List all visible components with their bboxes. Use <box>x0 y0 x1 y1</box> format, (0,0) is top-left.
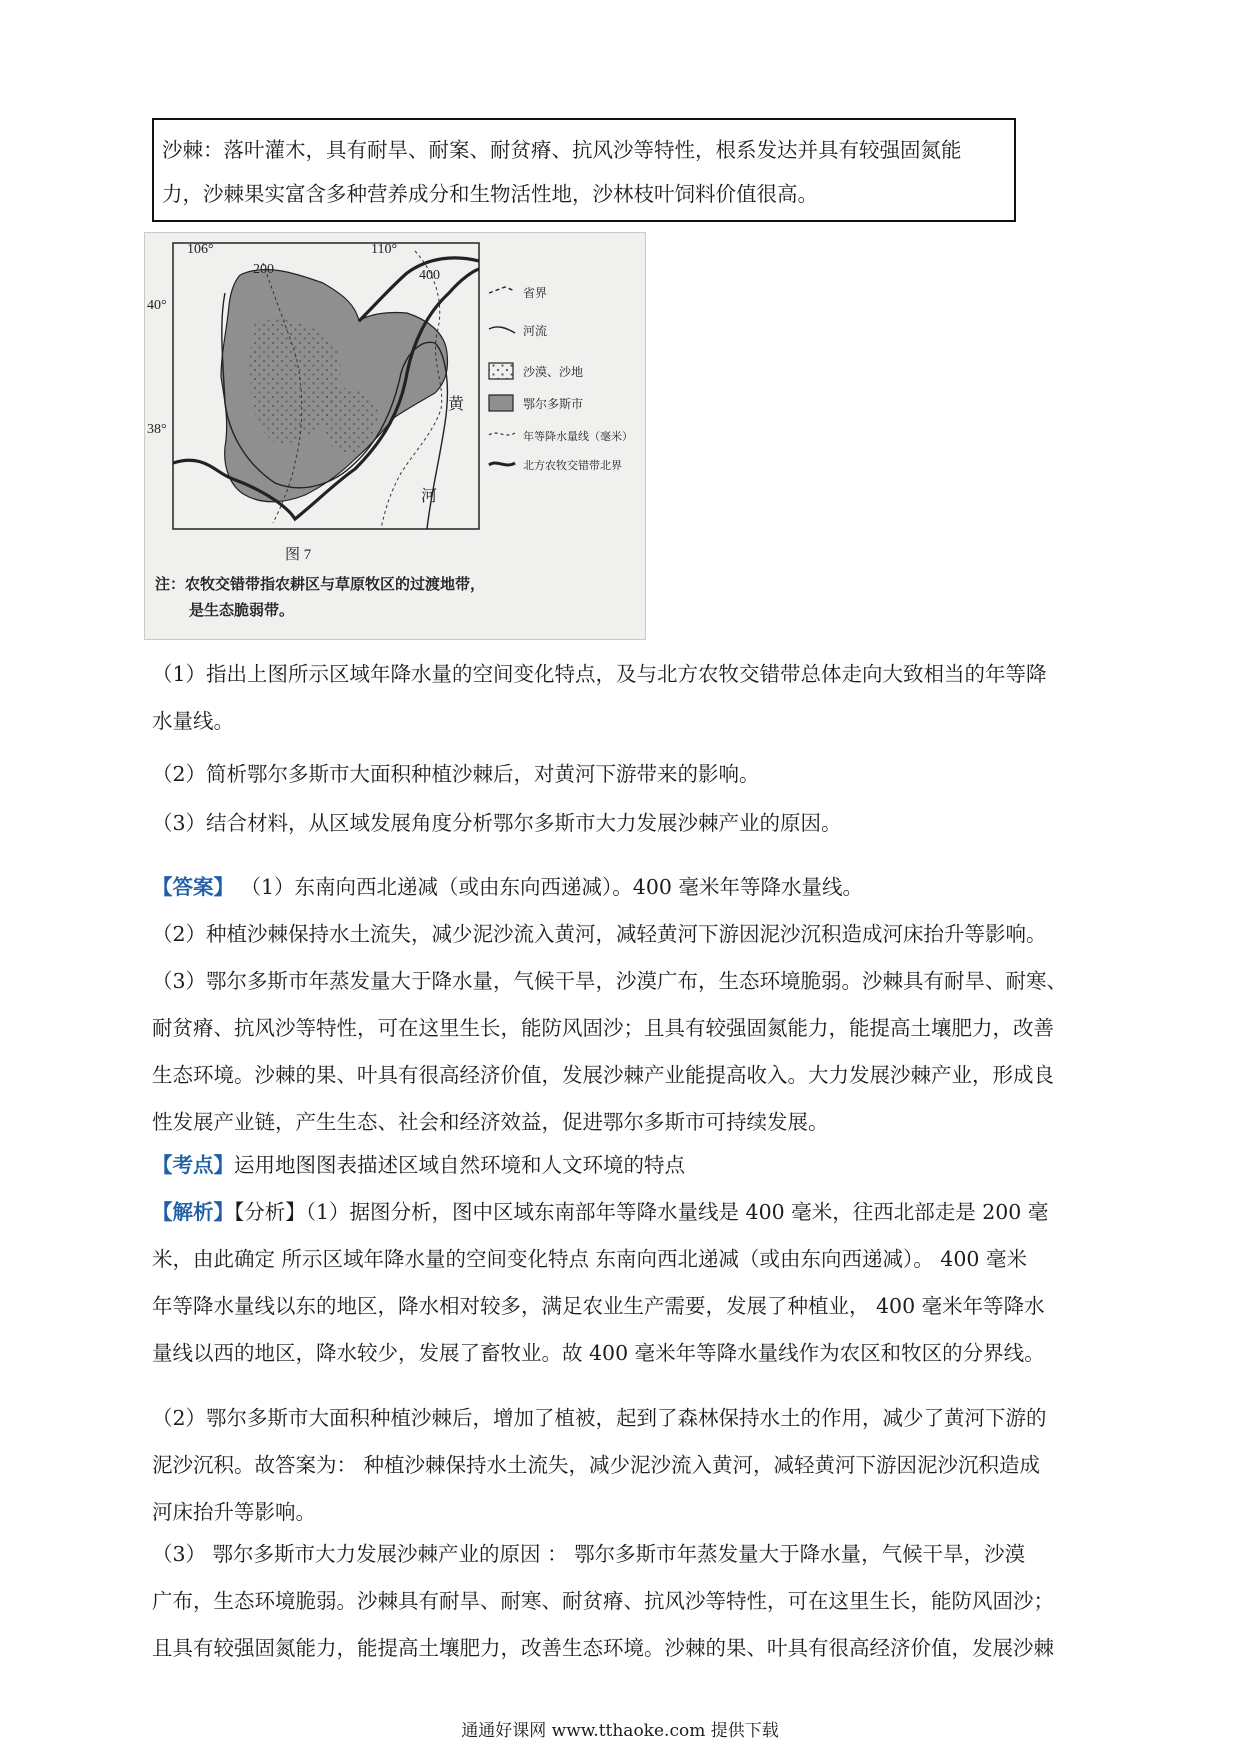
figure-note: 是生态脆弱带。 <box>189 603 295 619</box>
question-2 <box>152 751 1112 798</box>
analysis-line: 量线以西的地区，降水较少，发展了畜牧业。故 400 毫米年等降水量线作为农区和牧区的分界线。 <box>152 1341 1045 1365</box>
river-label: 河 <box>421 488 438 505</box>
legend-symbol-boundary <box>489 463 515 465</box>
isohyet-400-label: 400 <box>419 268 440 283</box>
answer-line: 耐贫瘠、抗风沙等特性，可在这里生长，能防风固沙；且具有较强固氮能力，能提高土壤肥力，改善 <box>152 1016 1054 1040</box>
question-line: （3）结合材料，从区域发展角度分析鄂尔多斯市大力发展沙棘产业的原因。 <box>152 811 842 835</box>
answer-section <box>152 864 1112 1146</box>
latitude-label: 38° <box>147 422 167 437</box>
analysis-part-3 <box>152 1531 1112 1672</box>
question-3 <box>152 800 1112 847</box>
ordos-map <box>145 233 645 639</box>
answer-text: （1）东南向西北递减（或由东向西递减）。400 毫米年等降水量线。 <box>234 875 863 899</box>
longitude-label: 110° <box>371 242 398 257</box>
legend-label: 河流 <box>523 324 548 338</box>
question-line: （1）指出上图所示区域年降水量的空间变化特点，及与北方农牧交错带总体走向大致相当的年等降 <box>152 662 1047 686</box>
page-footer: 通通好课网 www.tthaoke.com 提供下载 <box>461 1721 779 1741</box>
figure-label: 图 7 <box>285 547 312 563</box>
river-label: 黄 <box>448 396 465 413</box>
question-1 <box>152 651 1112 745</box>
analysis-line: 且具有较强固氮能力，能提高土壤肥力，改善生态环境。沙棘的果、叶具有很高经济价值，发展沙棘 <box>152 1636 1054 1660</box>
answer-tag: 【答案】 <box>152 875 234 899</box>
keypoint-text: 运用地图图表描述区域自然环境和人文环境的特点 <box>234 1153 685 1177</box>
legend-symbol-ordos <box>489 395 513 411</box>
analysis-section <box>152 1189 1112 1377</box>
isohyet-200-label: 200 <box>253 262 274 277</box>
answer-line <box>152 864 1112 911</box>
answer-line: （3）鄂尔多斯市年蒸发量大于降水量，气候干旱，沙漠广布，生态环境脆弱。沙棘具有耐旱、耐寒、 <box>152 969 1068 993</box>
map-figure <box>144 232 646 640</box>
legend-label: 沙漠、沙地 <box>523 365 584 379</box>
analysis-line: 年等降水量线以东的地区，降水相对较多，满足农业生产需要，发展了种植业， 400 毫米年等降水 <box>152 1294 1045 1318</box>
analysis-line: 广布，生态环境脆弱。沙棘具有耐旱、耐寒、耐贫瘠、抗风沙等特性，可在这里生长，能防风固沙； <box>152 1589 1054 1613</box>
analysis-part-2 <box>152 1395 1112 1536</box>
answer-line: 生态环境。沙棘的果、叶具有很高经济价值，发展沙棘产业能提高收入。大力发展沙棘产业，形成良 <box>152 1063 1054 1087</box>
legend-symbol-desert <box>489 363 513 379</box>
longitude-label: 106° <box>187 242 214 257</box>
answer-line: 性发展产业链，产生生态、社会和经济效益，促进鄂尔多斯市可持续发展。 <box>152 1110 829 1134</box>
legend-label: 年等降水量线（毫米） <box>523 431 633 443</box>
analysis-line: 米，由此确定 所示区域年降水量的空间变化特点 东南向西北递减（或由东向西递减）。 400 毫米 <box>152 1247 1027 1271</box>
figure-note: 注：农牧交错带指农耕区与草原牧区的过渡地带， <box>155 577 486 593</box>
latitude-label: 40° <box>147 298 167 313</box>
material-line: 力，沙棘果实富含多种营养成分和生物活性地，沙林枝叶饲料价值很高。 <box>162 182 818 206</box>
question-line: （2）简析鄂尔多斯市大面积种植沙棘后，对黄河下游带来的影响。 <box>152 762 760 786</box>
keypoint-section <box>152 1142 1112 1189</box>
answer-line: （2）种植沙棘保持水土流失，减少泥沙流入黄河，减轻黄河下游因泥沙沉积造成河床抬升等影响。 <box>152 922 1047 946</box>
material-box <box>152 118 1016 222</box>
analysis-tag: 【解析】 <box>152 1200 234 1224</box>
legend-label: 北方农牧交错带北界 <box>523 460 622 472</box>
question-line: 水量线。 <box>152 709 234 733</box>
keypoint-tag: 【考点】 <box>152 1153 234 1177</box>
analysis-line: （3） 鄂尔多斯市大力发展沙棘产业的原因 ： 鄂尔多斯市年蒸发量大于降水量，气候干旱，沙漠 <box>152 1542 1026 1566</box>
analysis-line: （2）鄂尔多斯市大面积种植沙棘后，增加了植被，起到了森林保持水土的作用，减少了黄河下游的 <box>152 1406 1047 1430</box>
legend-label: 省界 <box>523 286 548 300</box>
analysis-line: 河床抬升等影响。 <box>152 1500 316 1524</box>
material-line: 沙棘：落叶灌木，具有耐旱、耐案、耐贫瘠、抗风沙等特性，根系发达并具有较强固氮能 <box>162 138 962 162</box>
analysis-line: 泥沙沉积。故答案为： 种植沙棘保持水土流失，减少泥沙流入黄河，减轻黄河下游因泥沙沉积造成 <box>152 1453 1041 1477</box>
analysis-text: 【分析】（1）据图分析，图中区域东南部年等降水量线是 400 毫米，往西北部走是 200 毫 <box>234 1200 1049 1224</box>
legend-label: 鄂尔多斯市 <box>523 397 584 411</box>
